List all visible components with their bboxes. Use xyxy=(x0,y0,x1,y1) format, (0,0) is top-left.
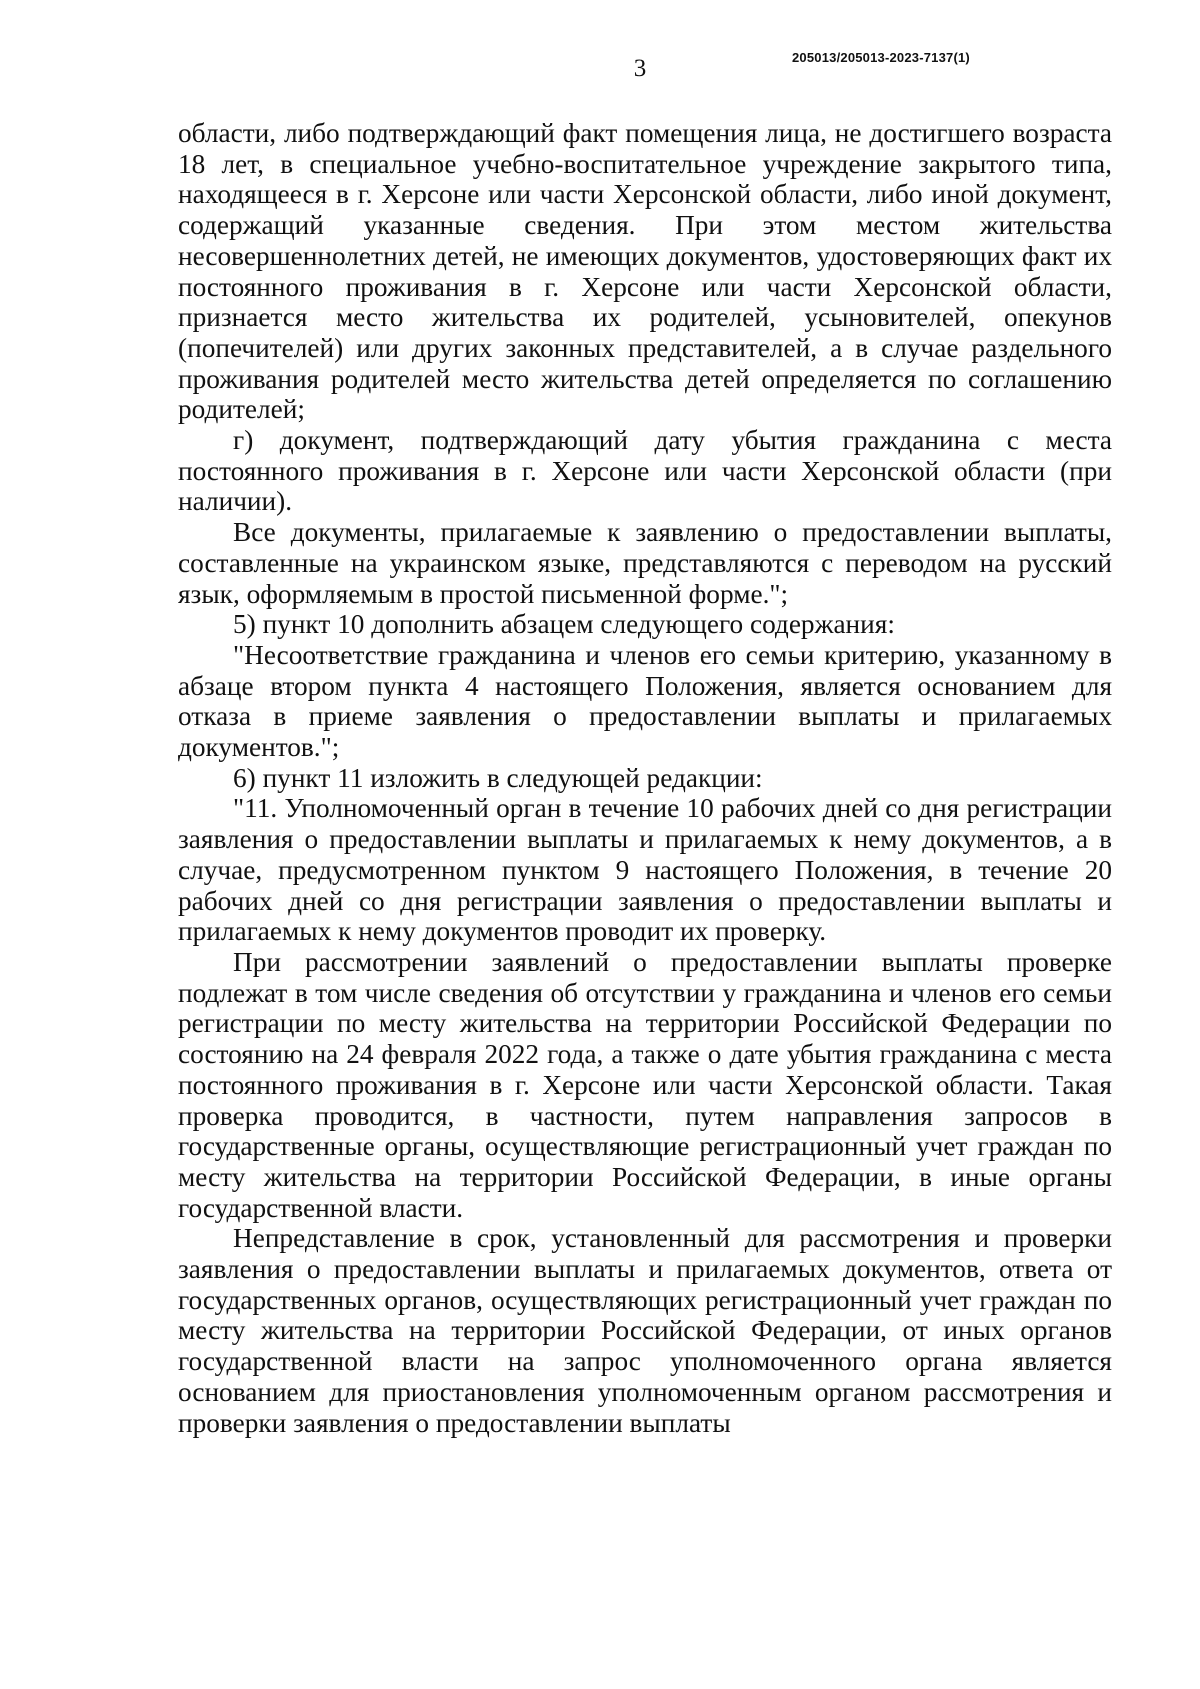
paragraph-item-g: г) документ, подтверждающий дату убытия гражданина с места постоянного проживания в г. Херсоне или части Херсонской области (при наличии). xyxy=(178,425,1112,517)
document-body xyxy=(178,118,1112,1438)
paragraph-noncompliance: "Несоответствие гражданина и членов его семьи критерию, указанному в абзаце втором пункта 4 настоящего Положения, является основанием для отказа в приеме заявления о предоставлении выплаты и прилагаемых документов."; xyxy=(178,639,1112,763)
document-id: 205013/205013-2023-7137(1) xyxy=(792,50,970,65)
paragraph-item-11: "11. Уполномоченный орган в течение 10 рабочих дней со дня регистрации заявления о предоставлении выплаты и прилагаемых к нему документов, а в случае, предусмотренном пунктом 9 настоящего Положения, в течение 20 рабочих дней со дня регистрации заявления о предоставлении выплаты и прилагаемых к нему документов проводит их проверку. xyxy=(178,793,1112,947)
paragraph-amendment-5: 5) пункт 10 дополнить абзацем следующего содержания: xyxy=(233,609,895,640)
page-number: 3 xyxy=(633,55,647,82)
paragraph-suspension: Непредставление в срок, установленный для рассмотрения и проверки заявления о предоставлении выплаты и прилагаемых документов, ответа от государственных органов, осуществляющих регистрационный учет граждан по месту жительства на территории Российской Федерации, от иных органов государственной власти на запрос уполномоченного органа является основанием для приостановления уполномоченным органом рассмотрения и проверки заявления о предоставлении выплаты xyxy=(178,1223,1112,1438)
paragraph-translation-requirement: Все документы, прилагаемые к заявлению о предоставлении выплаты, составленные на украинском языке, представляются с переводом на русский язык, оформляемым в простой письменной форме."; xyxy=(178,517,1112,609)
paragraph-verification: При рассмотрении заявлений о предоставлении выплаты проверке подлежат в том числе сведения об отсутствии у гражданина и членов его семьи регистрации по месту жительства на территории Российской Федерации по состоянию на 24 февраля 2022 года, а также о дате убытия гражданина с места постоянного проживания в г. Херсоне или части Херсонской области. Такая проверка проводится, в частности, путем направления запросов в государственные органы, осуществляющие регистрационный учет граждан по месту жительства на территории Российской Федерации, в иные органы государственной власти. xyxy=(178,946,1112,1223)
paragraph-amendment-6: 6) пункт 11 изложить в следующей редакции: xyxy=(233,762,763,793)
paragraph-residence-continuation: области, либо подтверждающий факт помещения лица, не достигшего возраста 18 лет, в специальное учебно-воспитательное учреждение закрытого типа, находящееся в г. Херсоне или части Херсонской области, либо иной документ, содержащий указанные сведения. При этом местом жительства несовершеннолетних детей, не имеющих документов, удостоверяющих факт их постоянного проживания в г. Херсоне или части Херсонской области, признается место жительства их родителей, усыновителей, опекунов (попечителей) или других законных представителей, а в случае раздельного проживания родителей место жительства детей определяется по соглашению родителей; xyxy=(178,118,1112,425)
